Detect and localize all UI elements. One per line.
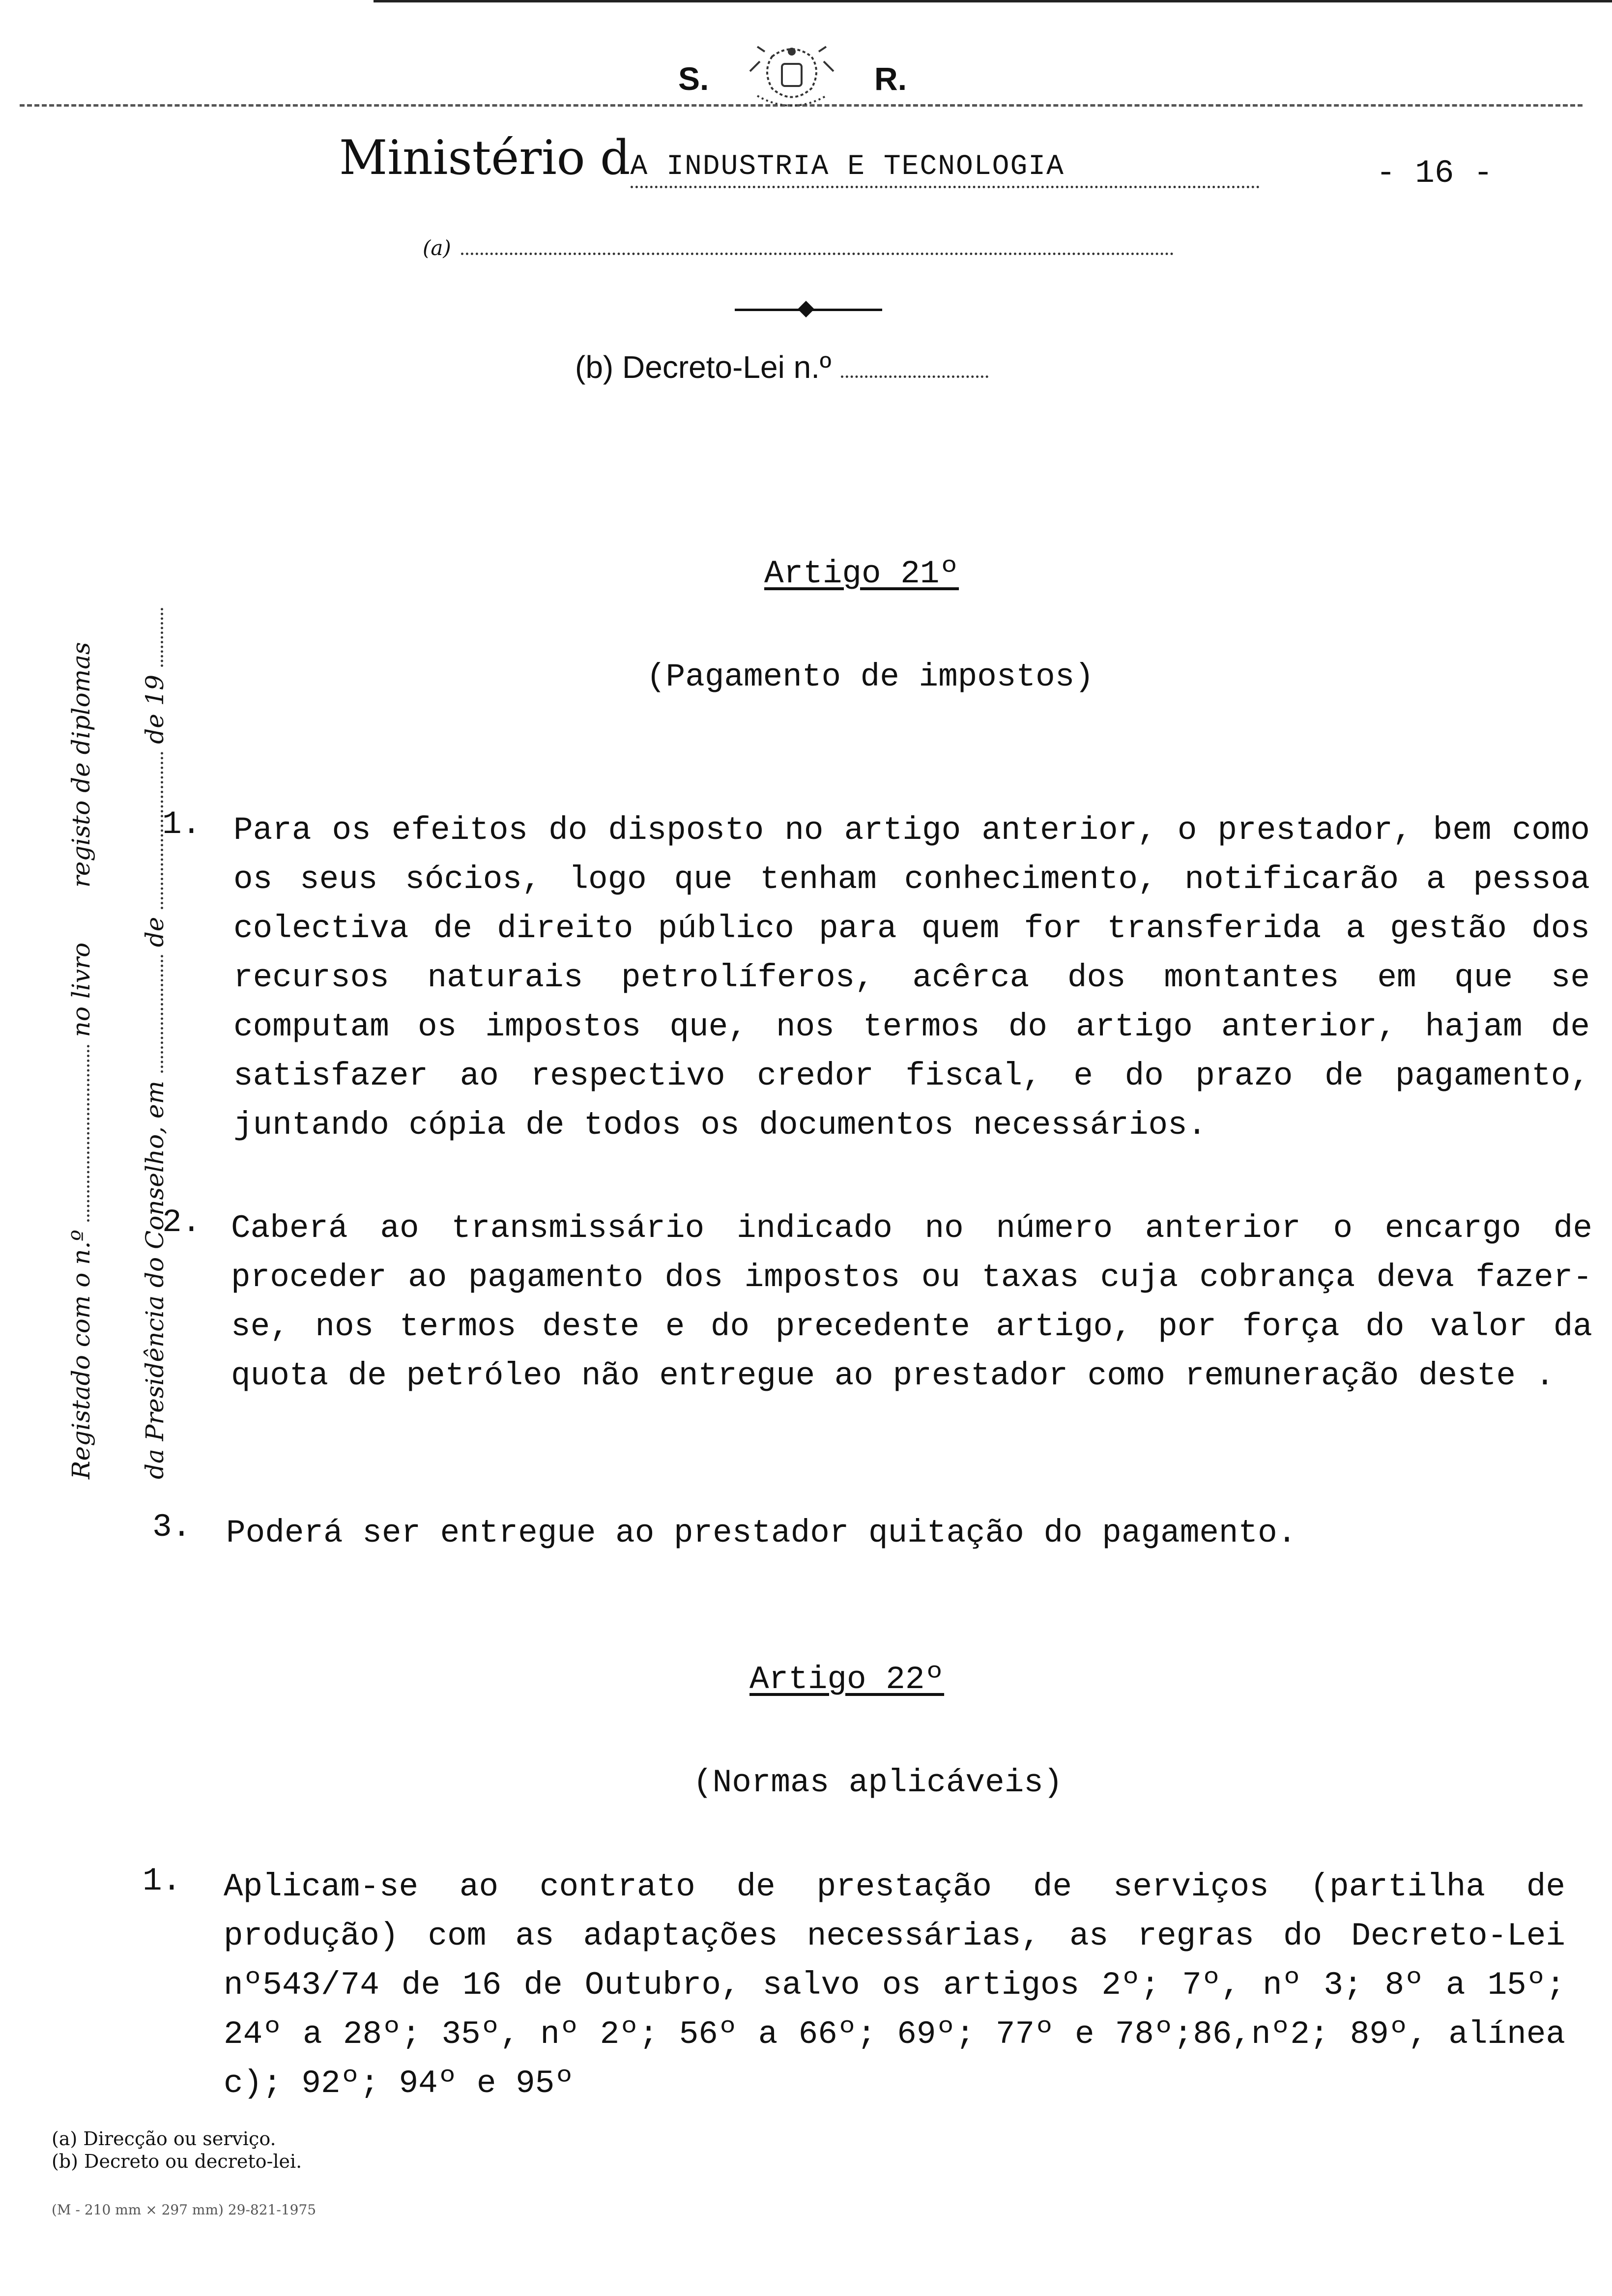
stamp-number-blank bbox=[87, 1045, 89, 1222]
decree-number-blank bbox=[841, 375, 988, 378]
ministry-line bbox=[339, 130, 1278, 188]
article-21-subtitle: (Pagamento de impostos) bbox=[646, 659, 1094, 695]
article-21-par-3-text: Poderá ser entregue ao prestador quitação do pagamento. bbox=[226, 1515, 1297, 1551]
decree-line bbox=[575, 349, 988, 385]
stamp-of-1: de bbox=[141, 917, 169, 947]
article-22-subtitle: (Normas aplicáveis) bbox=[693, 1764, 1063, 1801]
stamp-registry: registo de diplomas bbox=[67, 642, 95, 888]
stamp-presidency: da Presidência do Conselho, em bbox=[141, 1081, 169, 1479]
service-line-label: (a) bbox=[423, 236, 451, 260]
stamp-line-1 bbox=[44, 521, 118, 1479]
seal-right-letter: R. bbox=[874, 60, 907, 97]
service-blank bbox=[461, 253, 1174, 255]
article-22-par-1-number: 1. bbox=[143, 1863, 182, 1899]
header-seal bbox=[678, 42, 907, 115]
registration-stamp bbox=[44, 521, 192, 1479]
ministry-name-field: A INDUSTRIA E TECNOLOGIA bbox=[631, 151, 1260, 188]
seal-left-letter: S. bbox=[678, 60, 709, 97]
footnote-a: (a) Direcção ou serviço. bbox=[52, 2128, 276, 2150]
service-line bbox=[423, 236, 1174, 260]
decree-label: (b) Decreto-Lei n.º bbox=[575, 349, 832, 385]
stamp-year: de 19 bbox=[141, 674, 169, 744]
stamp-registered: Registado com o n.º bbox=[67, 1230, 95, 1479]
stamp-day-blank bbox=[161, 955, 163, 1073]
top-rule bbox=[374, 0, 1612, 2]
page-number: - 16 - bbox=[1376, 155, 1493, 192]
coat-of-arms-icon bbox=[738, 42, 846, 115]
form-code: (M - 210 mm × 297 mm) 29-821-1975 bbox=[52, 2202, 317, 2218]
article-21-par-2-number: 2. bbox=[162, 1204, 202, 1241]
article-22-title: Artigo 22º bbox=[749, 1661, 945, 1698]
article-21-par-3-number: 3. bbox=[152, 1509, 192, 1546]
footnote-b: (b) Decreto ou decreto-lei. bbox=[52, 2151, 302, 2172]
ministry-label: Ministério d bbox=[339, 130, 631, 185]
article-22-par-1-text: Aplicam-se ao contrato de prestação de serviços (partilha de produção) com as adaptações necessárias, as regras do Decreto-Lei nº543/74 de 16 de Outubro, salvo os artigos 2º; 7º, nº 3; 8º a 15º; 24º a 28º; 35º, nº 2º; 56º a 66º; 69º; 77º e 78º;86,nº2; 89º, alínea c); 92º; 94º e 95º bbox=[224, 1868, 1565, 2102]
article-21-title: Artigo 21º bbox=[764, 555, 959, 592]
article-21-par-1-text: Para os efeitos do disposto no artigo anterior, o prestador, bem como os seus sócios, logo que tenham conhecimento, notificarão a pessoa colectiva de direito público para quem for transferida a gestão dos recursos naturais petrolíferos, acêrca dos montantes em que se computam os impostos que, nos termos do artigo anterior, hajam de satisfazer ao respectivo credor fiscal, e do prazo de pagamento, juntando cópia de todos os documentos necessários. bbox=[233, 812, 1590, 1144]
article-21-par-1-number: 1. bbox=[162, 806, 202, 843]
article-21-par-2-text: Caberá ao transmissário indicado no número anterior o encargo de proceder ao pagamento dos impostos ou taxas cuja cobrança deva fazer-se, nos termos deste e do precedente artigo, por força do valor da quota de petróleo não entregue ao prestador como remuneração deste . bbox=[231, 1210, 1592, 1394]
separator-diamond-icon bbox=[798, 301, 814, 317]
stamp-year-blank bbox=[161, 608, 163, 667]
stamp-book: no livro bbox=[67, 942, 95, 1037]
stamp-line-2 bbox=[118, 521, 192, 1479]
